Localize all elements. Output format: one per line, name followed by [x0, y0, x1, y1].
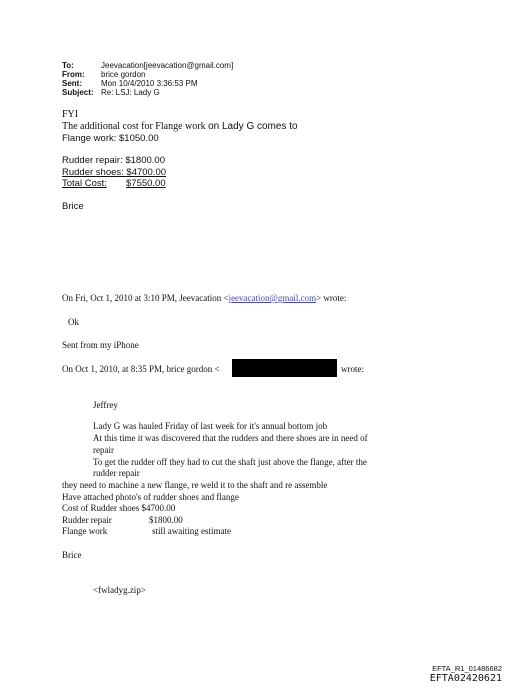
- to-label: To:: [62, 61, 74, 70]
- attachment-link[interactable]: <fwladyg.zip>: [93, 585, 146, 595]
- from-row: [62, 70, 282, 79]
- quote2-greeting: Jeffrey: [93, 400, 118, 410]
- additional-cost-text-b: on Lady G comes to: [208, 121, 298, 132]
- sent-row: [62, 79, 282, 88]
- quote2-line: rudder repair: [93, 468, 140, 478]
- quote2-signature: Brice: [62, 550, 82, 560]
- quote2-line: Have attached photo's of rudder shoes and flange: [62, 492, 239, 502]
- from-value: brice gordon: [101, 70, 146, 79]
- additional-cost-text-a: The additional cost for Flange work: [62, 121, 209, 132]
- from-label: From:: [62, 70, 85, 79]
- rudder-repair-cost: Rudder repair: $1800.00: [62, 155, 165, 166]
- rudder-shoes-cost: Rudder shoes: $4700.00: [62, 167, 167, 178]
- quote2-flange-work-value: still awaiting estimate: [152, 526, 231, 536]
- quote2-flange-work-label: Flange work: [62, 526, 108, 536]
- quote2-line: To get the rudder off they had to cut the shaft just above the flange, after the: [93, 457, 367, 467]
- subject-value: Re: LSJ: Lady G: [101, 88, 160, 97]
- bates-number-2: EFTA02420621: [429, 673, 502, 684]
- quote1-intro: [62, 293, 346, 303]
- quote1-sent-from: Sent from my iPhone: [62, 340, 139, 350]
- quote2-line: repair: [93, 445, 114, 455]
- subject-row: [62, 88, 282, 97]
- quote2-rudder-repair-label: Rudder repair: [62, 515, 112, 525]
- reply-signature: Brice: [62, 201, 84, 212]
- quote1-intro-prefix: On Fri, Oct 1, 2010 at 3:10 PM, Jeevacation <: [62, 293, 229, 303]
- quote1-body: Ok: [68, 317, 79, 327]
- quote2-line: At this time it was discovered that the rudders and there shoes are in need of: [93, 433, 368, 443]
- sent-label: Sent:: [62, 79, 82, 88]
- email-header: [62, 61, 282, 101]
- to-value: Jeevacation[jeevacation@gmail.com]: [101, 61, 234, 70]
- quote2-line: Lady G was hauled Friday of last week for it's annual bottom job: [93, 421, 328, 431]
- to-row: [62, 61, 282, 70]
- sent-value: Mon 10/4/2010 3:36:53 PM: [101, 79, 198, 88]
- quote2-line: they need to machine a new flange, re weld it to the shaft and re assemble: [62, 480, 328, 490]
- quote2-intro-prefix: On Oct 1, 2010, at 8:35 PM, brice gordon <: [62, 364, 220, 374]
- quote1-email-link[interactable]: jeevacation@gmail.com: [228, 293, 317, 303]
- quote2-rudder-repair-value: $1800.00: [149, 515, 183, 525]
- flange-work-cost: Flange work: $1050.00: [62, 133, 159, 144]
- total-cost-value: $7550.00: [126, 178, 166, 189]
- fyi-text: FYI: [62, 109, 79, 120]
- total-cost-label: Total Cost:: [62, 178, 107, 189]
- additional-cost-line: [62, 121, 298, 132]
- redaction-box: [232, 359, 337, 377]
- quote2-line: Cost of Rudder shoes $4700.00: [62, 503, 176, 513]
- quote2-intro-suffix: wrote:: [341, 364, 364, 374]
- quote1-intro-suffix: > wrote:: [316, 293, 347, 303]
- subject-label: Subject:: [62, 88, 94, 97]
- bates-number-1: EFTA_R1_01486682: [432, 664, 502, 673]
